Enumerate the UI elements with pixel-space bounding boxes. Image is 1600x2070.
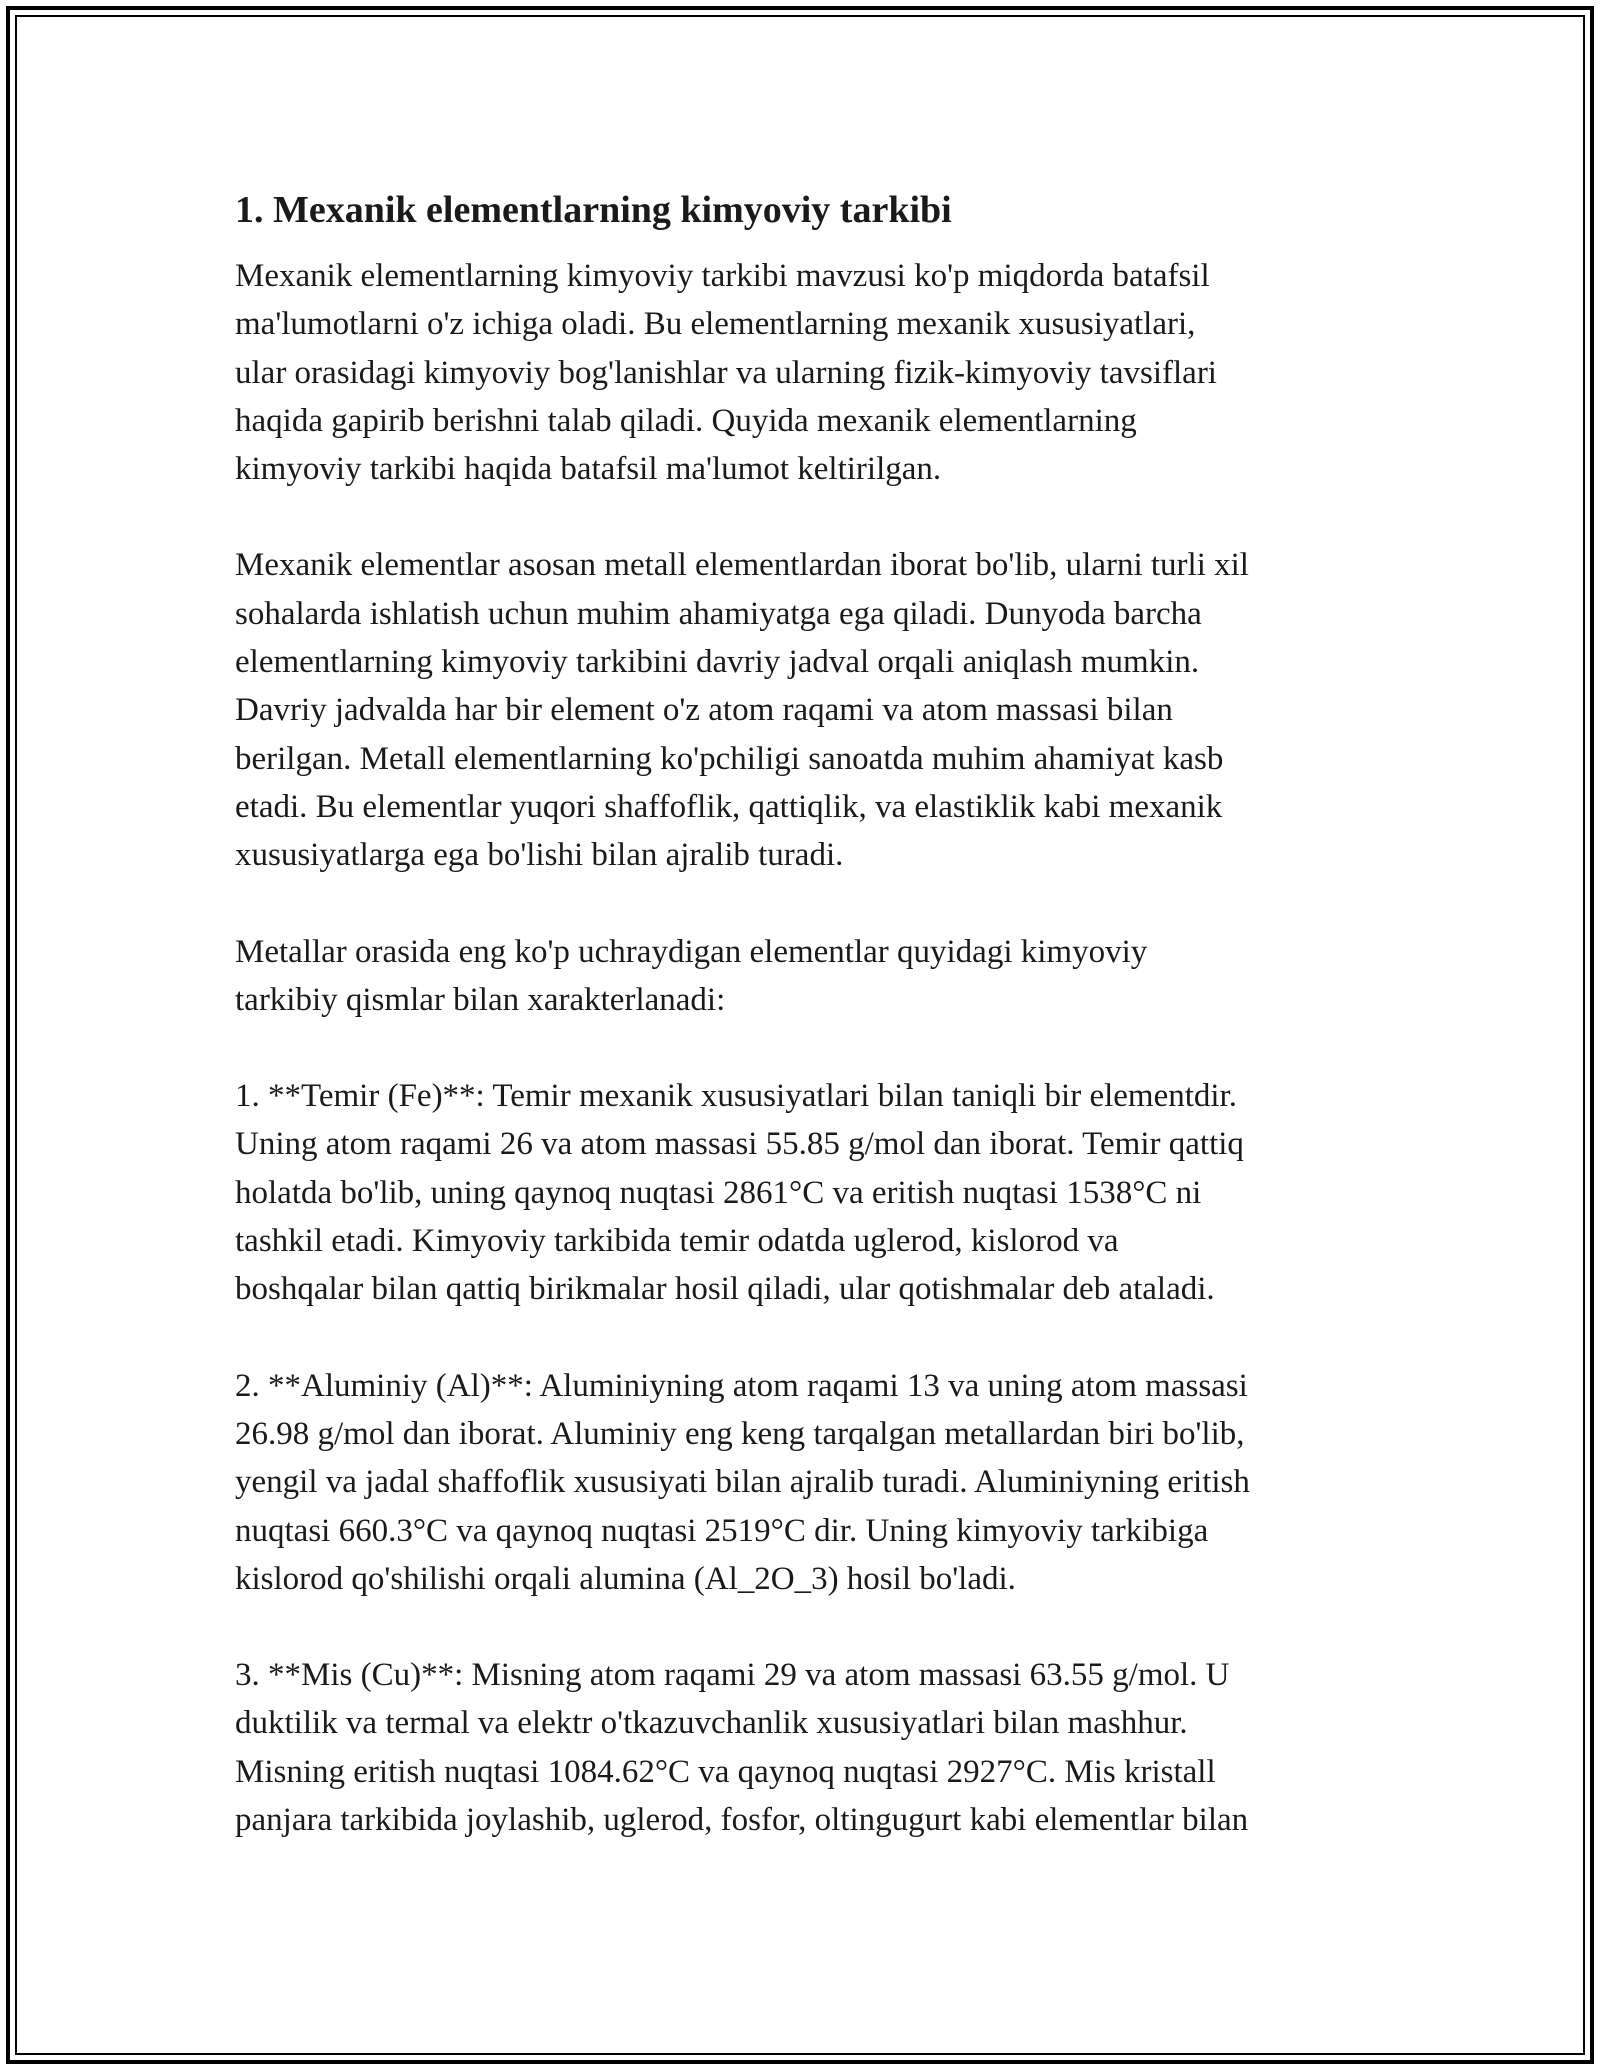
text-line: ular orasidagi kimyoviy bog'lanishlar va ularning fizik-kimyoviy tavsiflari [235,354,1217,391]
text-line: 1. **Temir (Fe)**: Temir mexanik xususiyatlari bilan taniqli bir elementdir. [235,1078,1237,1115]
text-line: holatda bo'lib, uning qaynoq nuqtasi 2861°C va eritish nuqtasi 1538°C ni [235,1174,1202,1211]
text-line: berilgan. Metall elementlarning ko'pchiligi sanoatda muhim ahamiyat kasb [235,740,1224,777]
text-line: elementlarning kimyoviy tarkibini davriy jadval orqali aniqlash mumkin. [235,644,1200,681]
document-body [235,186,1385,1892]
text-line: kislorod qo'shilishi orqali alumina (Al_2O_3) hosil bo'ladi. [235,1560,1016,1597]
text-line: 26.98 g/mol dan iborat. Aluminiy eng keng tarqalgan metallardan biri bo'lib, [235,1415,1245,1452]
paragraph-iron [235,1072,1385,1313]
text-line: Davriy jadvalda har bir element o'z atom raqami va atom massasi bilan [235,692,1173,729]
text-line: boshqalar bilan qattiq birikmalar hosil qiladi, ular qotishmalar deb ataladi. [235,1271,1215,1308]
text-line: 3. **Mis (Cu)**: Misning atom raqami 29 va atom massasi 63.55 g/mol. U [235,1657,1230,1694]
text-line: xususiyatlarga ega bo'lishi bilan ajralib turadi. [235,837,844,874]
text-line: kimyoviy tarkibi haqida batafsil ma'lumot keltirilgan. [235,451,942,488]
text-line: panjara tarkibida joylashib, uglerod, fosfor, oltingugurt kabi elementlar bilan [235,1802,1249,1839]
paragraph-metals-overview [235,541,1385,879]
text-line: haqida gapirib berishni talab qiladi. Quyida mexanik elementlarning [235,402,1137,439]
section-title: 1. Mexanik elementlarning kimyoviy tarkibi [235,189,952,231]
text-line: Misning eritish nuqtasi 1084.62°C va qaynoq nuqtasi 2927°C. Mis kristall [235,1753,1216,1790]
paragraph-aluminium [235,1362,1385,1603]
text-line: 2. **Aluminiy (Al)**: Aluminiyning atom raqami 13 va uning atom massasi [235,1367,1248,1404]
paragraph-intro [235,252,1385,493]
text-line: Metallar orasida eng ko'p uchraydigan elementlar quyidagi kimyoviy [235,933,1148,970]
text-line: Mexanik elementlar asosan metall elementlardan iborat bo'lib, ularni turli xil [235,547,1249,584]
text-line: duktilik va termal va elektr o'tkazuvchanlik xususiyatlari bilan mashhur. [235,1705,1188,1742]
text-line: yengil va jadal shaffoflik xususiyati bilan ajralib turadi. Aluminiyning eritish [235,1464,1250,1501]
text-line: tarkibiy qismlar bilan xarakterlanadi: [235,981,726,1018]
paragraph-copper [235,1651,1385,1844]
text-line: etadi. Bu elementlar yuqori shaffoflik, qattiqlik, va elastiklik kabi mexanik [235,788,1223,825]
text-line: nuqtasi 660.3°C va qaynoq nuqtasi 2519°C dir. Uning kimyoviy tarkibiga [235,1512,1209,1549]
text-line: sohalarda ishlatish uchun muhim ahamiyatga ega qiladi. Dunyoda barcha [235,595,1202,632]
text-line: ma'lumotlarni o'z ichiga oladi. Bu elementlarning mexanik xususiyatlari, [235,306,1196,343]
text-line: Mexanik elementlarning kimyoviy tarkibi mavzusi ko'p miqdorda batafsil [235,258,1210,294]
text-line: Uning atom raqami 26 va atom massasi 55.85 g/mol dan iborat. Temir qattiq [235,1126,1244,1163]
paragraph-list-intro [235,928,1385,1025]
text-line: tashkil etadi. Kimyoviy tarkibida temir odatda uglerod, kislorod va [235,1223,1119,1260]
